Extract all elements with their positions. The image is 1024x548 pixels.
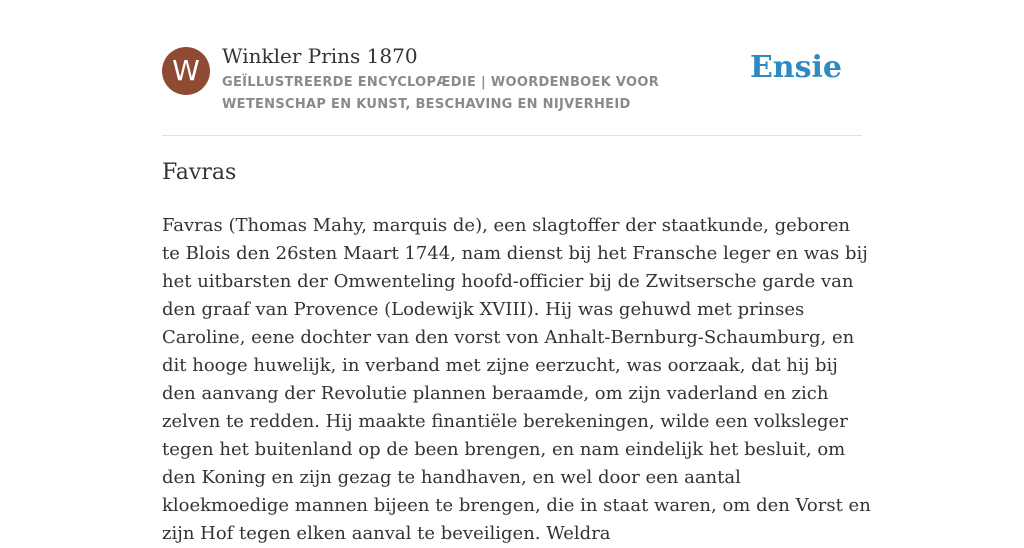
article-body: Favras (Thomas Mahy, marquis de), een slagtoffer der staatkunde, geboren te Blois den 26sten Maart 1744, nam dienst bij het Fransche leger en was bij het uitbarsten der Omwenteling hoofd-officier bij de Zwitsersche garde van den graaf van Provence (Lodewijk XVIII). Hij was gehuwd met prinses Caroline, eene dochter van den vorst von Anhalt-Bernburg-Schaumburg, en dit hooge huwelijk, in verband met zijne eerzucht, was oorzaak, dat hij bij den aanvang der Revolutie plannen beraamde, om zijn vaderland en zich zelven te redden. Hij maakte finantiële berekeningen, wilde een volksleger tegen het buitenland op de been brengen, en nam eindelijk het besluit, om den Koning en zijn gezag te handhaven, en wel door een aantal kloekmoedige mannen bijeen te brengen, die in staat waren, om den Vorst en zijn Hof tegen elken aanval te beveiligen. Weldra: [162, 215, 871, 544]
source-title-link[interactable]: Winkler Prins 1870: [222, 44, 418, 68]
ensie-logo-link[interactable]: Ensie: [749, 50, 842, 85]
source-avatar[interactable]: W: [162, 47, 210, 95]
page: [162, 0, 871, 544]
article-title: Favras: [162, 160, 237, 185]
source-subtitle: GEÏLLUSTREERDE ENCYCLOPÆDIE | WOORDENBOEK VOOR WETENSCHAP EN KUNST, BESCHAVING EN NIJVERHEID: [222, 75, 660, 112]
source-header: [162, 0, 862, 136]
